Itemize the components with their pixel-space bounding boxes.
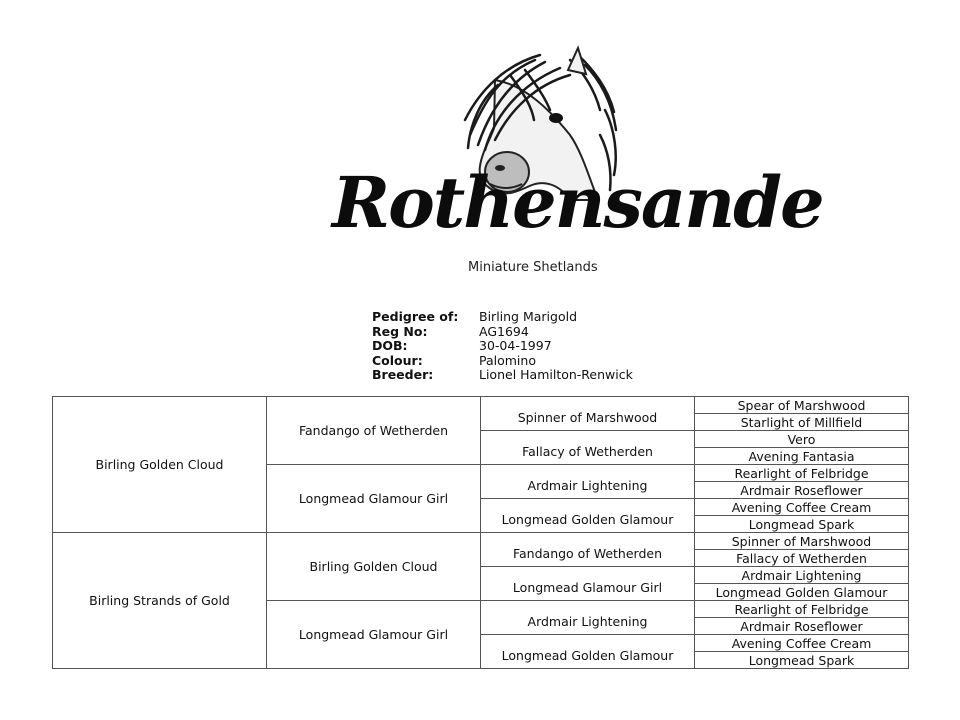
info-row [372, 354, 633, 369]
gen4-cell: Rearlight of Felbridge [695, 465, 909, 482]
info-label: Pedigree of: [372, 309, 459, 324]
gen3-cell: Fallacy of Wetherden [481, 431, 695, 465]
gen4-cell: Rearlight of Felbridge [695, 601, 909, 618]
gen4-cell: Longmead Golden Glamour [695, 584, 909, 601]
pedigree-info [372, 310, 633, 383]
gen4-cell: Ardmair Lightening [695, 567, 909, 584]
info-value: Palomino [479, 352, 536, 368]
gen4-cell: Spear of Marshwood [695, 397, 909, 414]
gen3-cell: Ardmair Lightening [481, 465, 695, 499]
info-row [372, 325, 633, 340]
info-row [372, 310, 633, 325]
gen4-cell: Ardmair Roseflower [695, 482, 909, 499]
gen2-cell: Fandango of Wetherden [267, 397, 481, 465]
dam-cell: Birling Strands of Gold [53, 533, 267, 669]
gen3-cell: Longmead Glamour Girl [481, 567, 695, 601]
info-row [372, 339, 633, 354]
info-value: AG1694 [479, 323, 529, 339]
gen3-cell: Fandango of Wetherden [481, 533, 695, 567]
info-value: 30-04-1997 [479, 338, 552, 353]
gen3-cell: Spinner of Marshwood [481, 397, 695, 431]
brand-tagline: Miniature Shetlands [468, 260, 598, 275]
gen4-cell: Longmead Spark [695, 516, 909, 533]
gen2-cell: Longmead Glamour Girl [267, 465, 481, 533]
pedigree-table [52, 396, 909, 669]
gen4-cell: Spinner of Marshwood [695, 533, 909, 550]
gen4-cell: Longmead Spark [695, 652, 909, 669]
gen4-cell: Avening Coffee Cream [695, 635, 909, 652]
gen4-cell: Vero [695, 431, 909, 448]
sire-cell: Birling Golden Cloud [53, 397, 267, 533]
info-label: Reg No: [372, 323, 428, 339]
logo [320, 40, 823, 285]
info-row [372, 368, 633, 383]
info-label: DOB: [372, 338, 408, 353]
gen2-cell: Longmead Glamour Girl [267, 601, 481, 669]
info-label: Colour: [372, 352, 423, 368]
gen2-cell: Birling Golden Cloud [267, 533, 481, 601]
gen4-cell: Fallacy of Wetherden [695, 550, 909, 567]
gen4-cell: Starlight of Millfield [695, 414, 909, 431]
gen4-cell: Ardmair Roseflower [695, 618, 909, 635]
brand-name: Rothensande [332, 161, 823, 244]
gen3-cell: Longmead Golden Glamour [481, 499, 695, 533]
gen4-cell: Avening Fantasia [695, 448, 909, 465]
info-value: Birling Marigold [479, 309, 578, 324]
gen4-cell: Avening Coffee Cream [695, 499, 909, 516]
gen3-cell: Ardmair Lightening [481, 601, 695, 635]
info-value: Lionel Hamilton-Renwick [479, 367, 633, 382]
gen3-cell: Longmead Golden Glamour [481, 635, 695, 669]
info-label: Breeder: [372, 367, 434, 382]
